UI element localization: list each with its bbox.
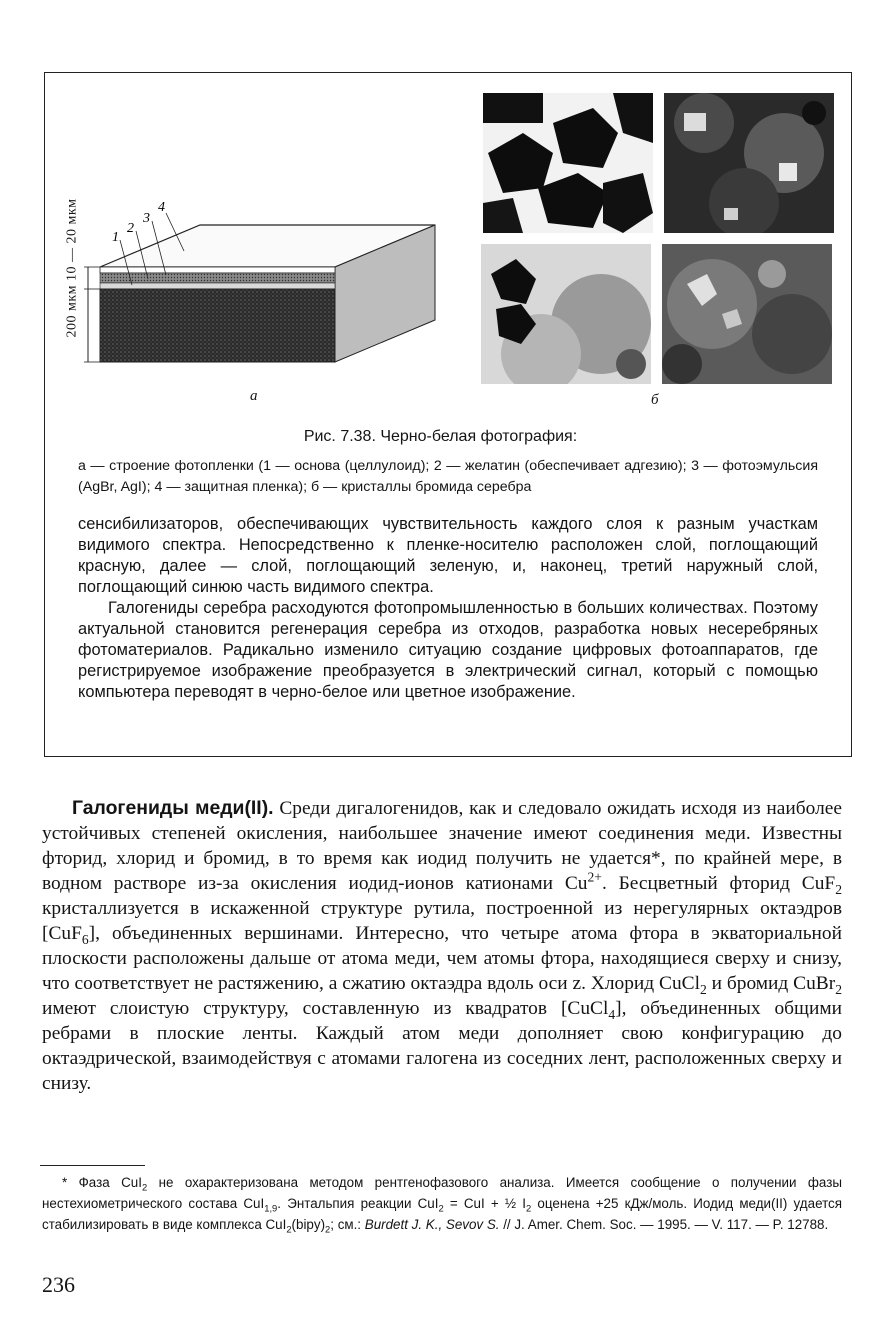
main-text bbox=[42, 796, 842, 1096]
layer-label-4: 4 bbox=[158, 200, 165, 215]
scale-label: 200 мкм 10 — 20 мкм bbox=[65, 197, 81, 338]
layer-label-3: 3 bbox=[143, 211, 150, 226]
layer-4-protective bbox=[100, 267, 335, 273]
section-heading: Галогениды меди(II). bbox=[72, 797, 274, 819]
figure-label-a: а bbox=[250, 388, 258, 404]
main-paragraph: Галогениды меди(II). Среди дигалогенидов, как и следовало ожидать исходя из наиболее устойчивых степеней окисления, наибольшее значение имеют соединения меди. Известны фторид, хлорид и бромид, в то время как иодид получить не удается*, по крайней мере, в водном растворе из-за окисления иодид-ионов катионами $Cu^{2+}$. Бесцветный фторид CuF$_2$ кристаллизуется в искаженной структуре рутила, построенной из нерегулярных октаэдров [CuF$_6$], объединенных вершинами. Интересно, что четыре атома фтора в экваториальной плоскости расположены дальше от атома меди, чем атомы фтора, находящиеся сверху и снизу, что соответствует не растяжению, а сжатию октаэдра вдоль оси z. Хлорид CuCl$_2$ и бромид CuBr$_2$ имеют слоистую структуру, составленную из квадратов [CuCl$_4$], объединенных общими ребрами в плоские ленты. Каждый атом меди дополняет свою конфигурацию до октаэдрической, взаимодействуя с атомами галогена из соседних лент, расположенных сверху и снизу. bbox=[42, 797, 842, 1094]
footnote-rule bbox=[40, 1165, 145, 1166]
layer-2-gelatin bbox=[100, 283, 335, 289]
footnote: * Фаза CuI$_2$ не охарактеризована методом рентгенофазового анализа. Имеется сообщение о получении фазы нестехиометрического состава CuI$_{1,9}$. Энтальпия реакции CuI$_2$ = CuI + ½ $I_2$ оценена +25 кДж/моль. Иодид меди(II) удается стабилизировать в виде комплекса $CuI_2(bipy)_2$; см.: Burdett J. K., Sevov S. // J. Amer. Chem. Soc. — 1995. — V. 117. — P. 12788. bbox=[42, 1175, 842, 1235]
figure-label-b: б bbox=[651, 392, 659, 408]
box-paragraph-1: сенсибилизаторов, обеспечивающих чувствительность каждого слоя к разным участкам видимого спектра. Непосредственно к пленке-носителю расположен слой, поглощающий красную, далее — слой, поглощающий зеленую, и, наконец, третий наружный слой, поглощающий синюю часть видимого спектра. bbox=[78, 515, 818, 596]
box-paragraph-2: Галогениды серебра расходуются фотопромышленностью в больших количествах. Поэтому актуальной становится регенерация серебра из отходов, разработка новых несеребряных фотоматериалов. Радикально изменило ситуацию создание цифровых фотоаппаратов, где регистрируемое изображение преобразуется в электрический сигнал, который с помощью компьютера переводят в черно-белое или цветное изображение. bbox=[78, 599, 818, 701]
figure-caption-title: Рис. 7.38. Черно-белая фотография: bbox=[303, 428, 578, 445]
box-text bbox=[78, 514, 818, 703]
figure-caption-body: а — строение фотопленки (1 — основа (целлулоид); 2 — желатин (обеспечивает адгезию); 3 — фотоэмульсия (AgBr, AgI); 4 — защитная пленка); б — кристаллы бромида серебра bbox=[78, 458, 818, 495]
layer-label-1: 1 bbox=[112, 230, 119, 245]
film-structure-diagram bbox=[80, 195, 440, 375]
micrograph-4 bbox=[662, 244, 832, 384]
layer-3-emulsion bbox=[100, 273, 335, 283]
layer-label-2: 2 bbox=[127, 221, 134, 236]
page-number: 236 bbox=[42, 1272, 75, 1297]
micrograph-1 bbox=[483, 93, 653, 233]
micrograph-3 bbox=[481, 244, 651, 384]
micrograph-2 bbox=[664, 93, 834, 233]
layer-1-base bbox=[100, 289, 335, 362]
